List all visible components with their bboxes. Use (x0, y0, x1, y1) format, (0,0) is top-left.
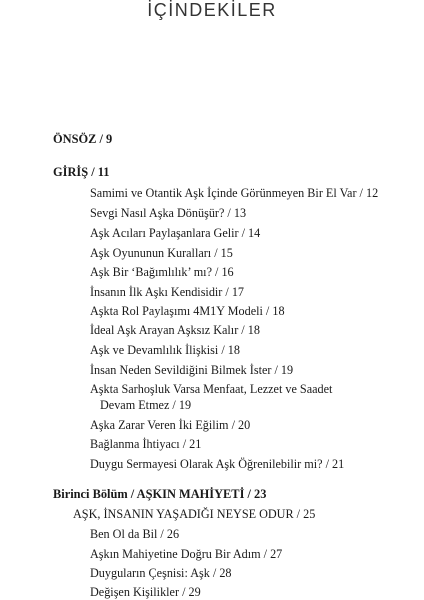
toc-entry: Aşk ve Devamlılık İlişkisi / 18 (90, 343, 240, 357)
toc-entry: Aşkta Sarhoşluk Varsa Menfaat, Lezzet ve Saadet (90, 382, 333, 396)
toc-entry: İdeal Aşk Arayan Aşksız Kalır / 18 (90, 323, 260, 337)
toc-entry: Samimi ve Otantik Aşk İçinde Görünmeyen Bir El Var / 12 (90, 186, 379, 200)
toc-entry: Aşka Zarar Veren İki Eğilim / 20 (90, 418, 251, 432)
toc-entry: Aşkın Mahiyetine Doğru Bir Adım / 27 (90, 547, 283, 561)
toc-entry: Değişen Kişilikler / 29 (90, 585, 201, 599)
toc-entry: Ben Ol da Bil / 26 (90, 527, 180, 541)
toc-section-onsoz: ÖNSÖZ / 9 (53, 132, 113, 146)
toc-section-giris: GİRİŞ / 11 (53, 165, 110, 179)
toc-entry: Aşk Acıları Paylaşanlara Gelir / 14 (90, 226, 261, 240)
toc-section-birinci-bolum: Birinci Bölüm / AŞKIN MAHİYETİ / 23 (53, 487, 267, 501)
toc-entry: İnsan Neden Sevildiğini Bilmek İster / 19 (90, 363, 294, 377)
toc-entry: Duyguların Çeşnisi: Aşk / 28 (90, 566, 232, 580)
toc-entry: Aşk Bir ‘Bağımlılık’ mı? / 16 (90, 265, 234, 279)
toc-entry: Sevgi Nasıl Aşka Dönüşür? / 13 (90, 206, 247, 220)
toc-entry: İnsanın İlk Aşkı Kendisidir / 17 (90, 285, 245, 299)
page-title: İÇİNDEKİLER (147, 0, 277, 20)
toc-chapter: AŞK, İNSANIN YAŞADIĞI NEYSE ODUR / 25 (73, 507, 316, 521)
toc-entry: Aşkta Rol Paylaşımı 4M1Y Modeli / 18 (90, 304, 285, 318)
toc-entry-continuation: Devam Etmez / 19 (100, 398, 192, 412)
toc-entry: Duygu Sermayesi Olarak Aşk Öğrenilebilir mi? / 21 (90, 457, 345, 471)
toc-entry: Bağlanma İhtiyacı / 21 (90, 437, 202, 451)
toc-entry: Aşk Oyununun Kuralları / 15 (90, 246, 233, 260)
